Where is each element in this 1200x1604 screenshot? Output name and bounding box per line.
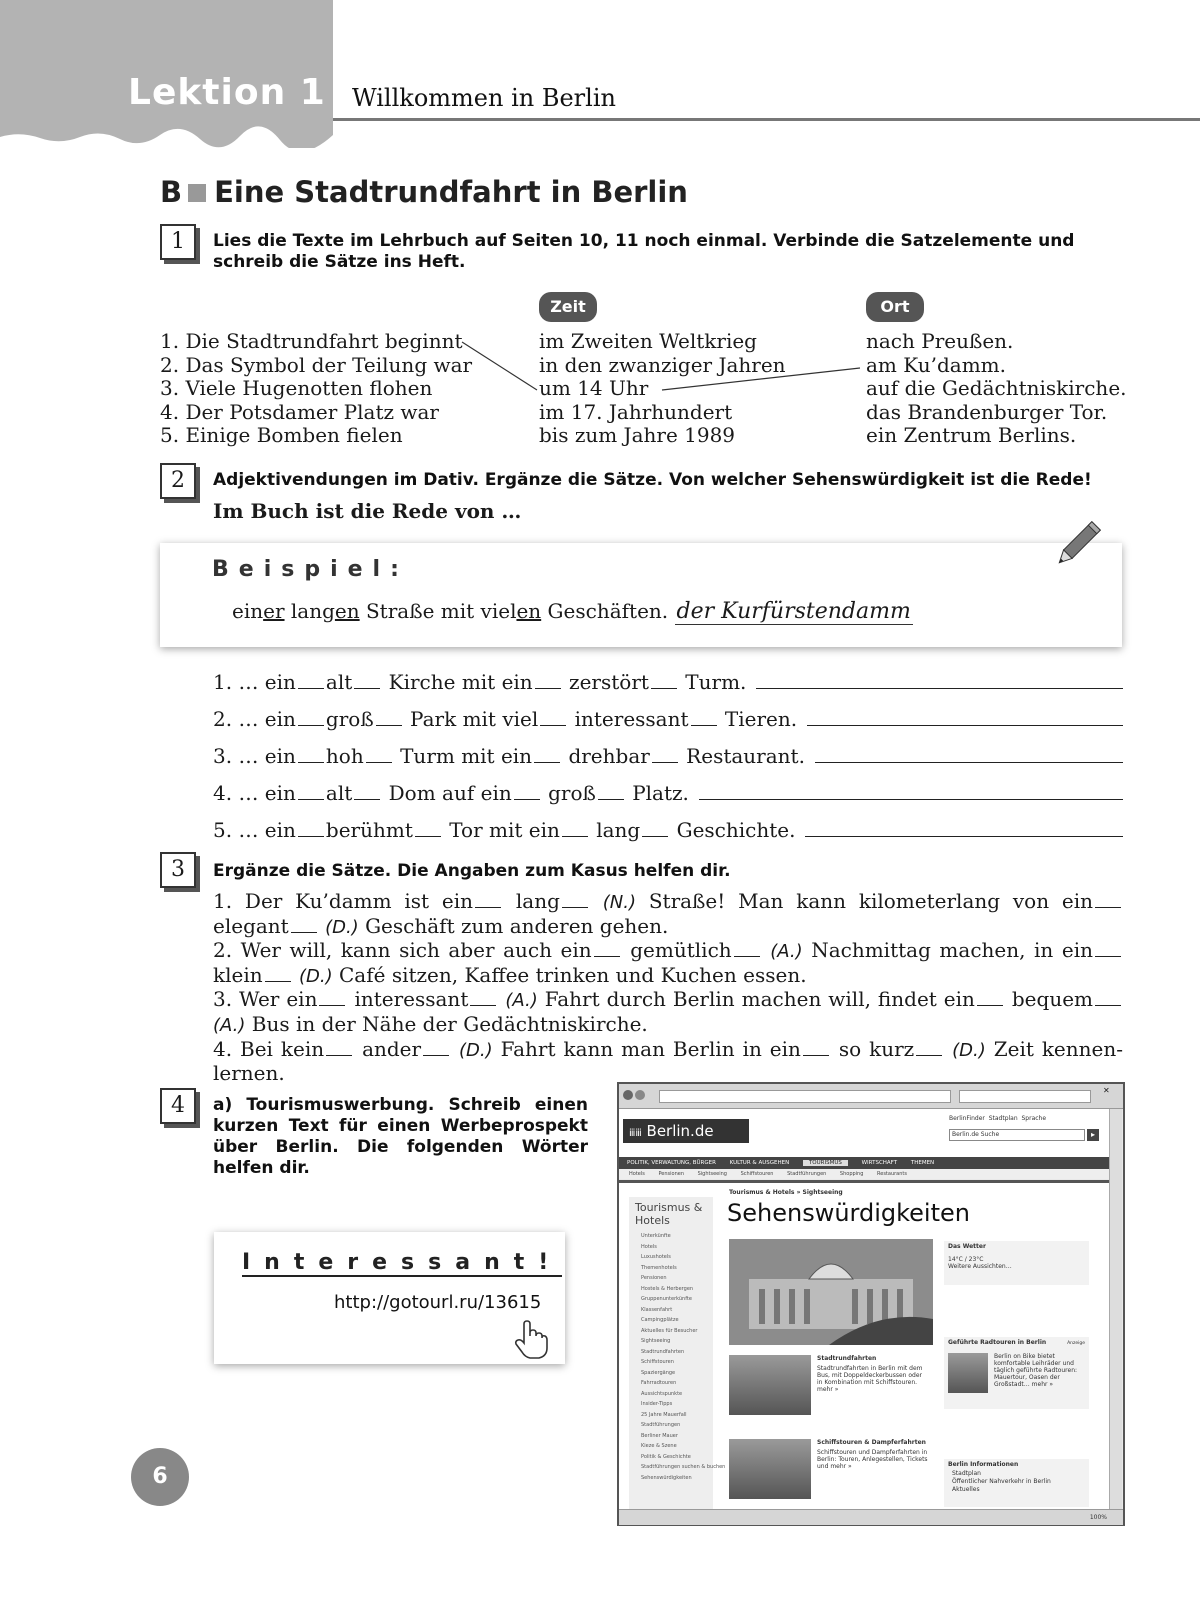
info-item[interactable]: Aktuelles	[952, 1486, 980, 1493]
gap[interactable]	[652, 762, 678, 763]
item-text: Turm mit ein	[400, 744, 533, 768]
task2-item	[213, 781, 1123, 818]
task3-line	[213, 939, 1123, 964]
browser-search-box[interactable]	[959, 1090, 1091, 1103]
example-box	[160, 543, 1122, 647]
text: Geschäft zum anderen gehen.	[365, 913, 669, 938]
item-text: alt	[325, 670, 353, 694]
side-menu-item[interactable]: Schiffstouren	[641, 1359, 674, 1365]
item-text: groß	[325, 707, 374, 731]
answer-line[interactable]	[699, 781, 1123, 800]
gap[interactable]	[319, 1005, 345, 1006]
info-item[interactable]: Stadtplan	[952, 1470, 981, 1477]
task3-line	[213, 964, 1123, 989]
task2-items	[213, 670, 1123, 855]
side-menu-item[interactable]: Aussichtspunkte	[641, 1390, 683, 1397]
site-header	[619, 1109, 1109, 1157]
gap[interactable]	[298, 799, 324, 800]
gap[interactable]	[265, 981, 291, 982]
text: so kurz	[838, 1036, 915, 1061]
item-text: Platz.	[632, 781, 689, 805]
side-menu-item[interactable]: Campingplätze	[641, 1317, 679, 1323]
lesson-title: Willkommen in Berlin	[352, 84, 616, 112]
side-menu-item[interactable]: Aktuelles für Besucher	[641, 1327, 698, 1334]
list-item: 5. Einige Bomben fielen	[160, 423, 403, 448]
text: Nachmittag machen, in ein	[811, 938, 1093, 963]
card1-title[interactable]: Stadtrundfahrten	[817, 1355, 877, 1362]
text: klein	[213, 962, 263, 987]
answer-line[interactable]	[756, 670, 1123, 689]
item-text: 3. … ein	[213, 744, 296, 768]
list-item: um 14 Uhr	[539, 376, 649, 401]
search-go-icon[interactable]: ▸	[1087, 1129, 1099, 1141]
case-hint: (N.)	[602, 892, 636, 913]
gap[interactable]	[535, 688, 561, 689]
text: Bus in der Nähe der Gedächtniskirche.	[251, 1011, 648, 1036]
gap[interactable]	[298, 688, 324, 689]
item-text: 5. … ein	[213, 818, 296, 842]
gap[interactable]	[298, 725, 324, 726]
side-menu-item[interactable]: Insider-Tipps	[641, 1401, 673, 1407]
item-text: alt	[325, 781, 353, 805]
top-link[interactable]: BerlinFinder	[949, 1115, 985, 1122]
example-word: viel	[480, 599, 517, 623]
item-text: Park mit viel	[410, 707, 539, 731]
list-item: 4. Der Potsdamer Platz war	[160, 399, 439, 424]
lesson-label: Lektion 1	[128, 72, 326, 113]
side-menu-item[interactable]: Sightseeing	[641, 1338, 671, 1344]
gap[interactable]	[470, 1005, 496, 1006]
weather-more[interactable]: Weitere Aussichten…	[948, 1263, 1012, 1270]
task1-number: 1	[160, 224, 196, 260]
gap[interactable]	[540, 725, 566, 726]
forward-icon[interactable]	[635, 1090, 645, 1100]
address-bar[interactable]	[659, 1090, 951, 1103]
list-item: nach Preußen.	[866, 329, 1014, 353]
gap[interactable]	[534, 762, 560, 763]
side-menu-item[interactable]: Luxushotels	[641, 1254, 671, 1260]
side-menu-item[interactable]: Fahrradtouren	[641, 1380, 677, 1386]
item-text: 2. … ein	[213, 707, 296, 731]
card1-image	[729, 1355, 811, 1415]
task1-instruction: Lies die Texte im Lehrbuch auf Seiten 10, 11 noch einmal. Verbinde die Satzelemente und schreib die Sätze ins Heft.	[213, 231, 1075, 272]
gap[interactable]	[691, 725, 717, 726]
text: 4. Bei kein	[213, 1036, 325, 1061]
example-word: lang	[290, 599, 335, 623]
item-text: Kirche mit ein	[388, 670, 533, 694]
top-link[interactable]: Sprache	[1021, 1115, 1047, 1122]
side-menu-item[interactable]: Kieze & Szene	[641, 1443, 677, 1449]
task3-line	[213, 1038, 1123, 1063]
case-hint: (D.)	[459, 1039, 493, 1061]
example-word: ein	[232, 599, 264, 623]
connecting-lines	[0, 0, 1200, 450]
text: Straße! Man kann kilometerlang von ein	[648, 889, 1094, 913]
task4-number: 4	[160, 1088, 196, 1124]
card2-image	[729, 1439, 811, 1499]
task4-instruction: a) Tourismuswerbung. Schreib einen kurzen Text für einen Werbeprospekt über Berlin. Die folgenden Wörter helfen dir.	[213, 1095, 588, 1178]
weather-value: 14°C / 23°C	[948, 1256, 984, 1263]
weather-title: Das Wetter	[948, 1243, 986, 1250]
answer-line[interactable]	[807, 707, 1123, 726]
bike-text: Berlin on Bike bietet komfortable Leihräder und täglich geführte Radtouren: Mauertour, Oasen der Großstadt… mehr »	[994, 1353, 1078, 1388]
gap[interactable]	[354, 799, 380, 800]
page-number: 6	[131, 1448, 189, 1506]
bike-widget	[944, 1337, 1089, 1409]
item-text: 4. … ein	[213, 781, 296, 805]
section-title-text: Eine Stadtrundfahrt in Berlin	[214, 175, 688, 209]
gap[interactable]	[514, 799, 540, 800]
top-link[interactable]: Stadtplan	[988, 1115, 1018, 1122]
site-content	[619, 1183, 1109, 1509]
case-hint: (A.)	[505, 990, 538, 1012]
gap[interactable]	[562, 836, 588, 837]
side-menu-item[interactable]: Stadtführungen	[641, 1422, 681, 1428]
main-nav	[619, 1157, 1109, 1169]
sub-nav	[619, 1169, 1109, 1179]
text: 3. Wer ein	[213, 987, 318, 1012]
task2-item	[213, 707, 1123, 744]
item-text: zerstört	[569, 670, 649, 694]
list-item: bis zum Jahre 1989	[539, 423, 736, 448]
text: ander	[362, 1036, 422, 1061]
gap[interactable]	[594, 956, 620, 957]
hand-pointer-icon	[514, 1320, 548, 1360]
side-menu-item[interactable]: Sehenswürdigkeiten	[641, 1474, 692, 1481]
info-widget	[944, 1459, 1089, 1507]
subnav-item[interactable]: Hotels	[629, 1171, 645, 1177]
item-text: drehbar	[568, 744, 650, 768]
side-menu-item[interactable]: Gruppenunterkünfte	[641, 1296, 692, 1302]
nav-item[interactable]: POLITIK, VERWALTUNG, BÜRGER	[627, 1160, 716, 1166]
list-item: auf die Gedächtniskirche.	[866, 376, 1127, 401]
task3-instruction: Ergänze die Sätze. Die Angaben zum Kasus helfen dir.	[213, 861, 731, 881]
gap[interactable]	[291, 932, 317, 933]
item-text: interessant	[574, 707, 689, 731]
answer-line[interactable]	[805, 818, 1123, 837]
subnav-item[interactable]: Pensionen	[658, 1171, 685, 1177]
gap[interactable]	[651, 688, 677, 689]
text: lang	[515, 889, 560, 913]
gap[interactable]	[415, 836, 441, 837]
text: lernen.	[213, 1061, 285, 1086]
task3-line	[213, 988, 1123, 1013]
zoom-level[interactable]: 100%	[1089, 1514, 1107, 1521]
info-title: Berlin Informationen	[948, 1461, 1019, 1468]
gap[interactable]	[1095, 907, 1121, 908]
task2-item	[213, 818, 1123, 855]
text: Fahrt kann man Berlin in ein	[500, 1036, 801, 1061]
list-item: im Zweiten Weltkrieg	[539, 329, 757, 353]
interessant-box	[214, 1232, 565, 1364]
gap[interactable]	[1095, 1005, 1121, 1006]
reichstag-image	[729, 1239, 933, 1345]
subnav-item[interactable]: Stadtführungen	[787, 1171, 827, 1177]
list-item: 2. Das Symbol der Teilung war	[160, 352, 473, 377]
nav-item-active[interactable]: TOURISMUS	[803, 1160, 848, 1166]
text: 2. Wer will, kann sich aber auch ein	[213, 938, 592, 963]
info-item[interactable]: Öffentlicher Nahverkehr in Berlin	[952, 1478, 1051, 1485]
item-text: 1. … ein	[213, 670, 296, 694]
side-menu-item[interactable]: 25 Jahre Mauerfall	[641, 1411, 687, 1418]
subnav-item[interactable]: Schiffstouren	[740, 1171, 774, 1177]
item-text: Tieren.	[724, 707, 798, 731]
card2-text: Schiffstouren und Dampferfahrten in Berlin: Touren, Anlegestellen, Tickets und mehr »	[817, 1449, 928, 1470]
side-menu-item[interactable]: Berliner Mauer	[641, 1432, 678, 1439]
site-search-input[interactable]: Berlin.de Suche	[949, 1129, 1085, 1141]
back-icon[interactable]	[623, 1090, 633, 1100]
gap[interactable]	[1095, 956, 1121, 957]
gap[interactable]	[734, 956, 760, 957]
side-list	[629, 1231, 726, 1483]
interessant-label: Interessant!	[242, 1250, 563, 1275]
task2-item	[213, 670, 1123, 707]
list-item: ein Zentrum Berlins.	[866, 423, 1077, 448]
card1-text: Stadtrundfahrten in Berlin mit dem Bus, mit Doppeldeckerbussen oder in Kombination mit Schiffstouren. mehr »	[817, 1365, 923, 1393]
case-hint: (D.)	[952, 1039, 986, 1061]
side-title: Tourismus & Hotels	[635, 1201, 703, 1227]
breadcrumb: Tourismus & Hotels » Sightseeing	[729, 1189, 843, 1196]
weather-widget	[944, 1241, 1089, 1285]
text: Café sitzen, Kaffee trinken und Kuchen essen.	[339, 962, 807, 987]
side-menu-item[interactable]: Pensionen	[641, 1275, 667, 1281]
side-menu-item[interactable]: Klassenfahrt	[641, 1306, 673, 1313]
subnav-item[interactable]: Shopping	[839, 1171, 864, 1177]
pill-ort: Ort	[866, 292, 924, 322]
example-answer: der Kurfürstendamm	[676, 599, 911, 624]
task3-text	[213, 890, 1123, 1086]
subnav-item[interactable]: Restaurants	[877, 1171, 907, 1177]
gap[interactable]	[366, 762, 392, 763]
text: elegant	[213, 913, 289, 938]
side-menu	[629, 1197, 726, 1511]
item-text: lang	[596, 818, 641, 842]
example-ending: en	[334, 599, 360, 623]
subnav-item[interactable]: Sightseeing	[697, 1171, 727, 1177]
example-ending: en	[516, 599, 542, 623]
side-menu-item[interactable]: Themenhotels	[641, 1264, 677, 1271]
nav-item[interactable]: KULTUR & AUSGEHEN	[729, 1160, 790, 1166]
card2-title[interactable]: Schiffstouren & Dampferfahrten	[817, 1439, 926, 1446]
side-menu-item[interactable]: Stadtrundfahrten	[641, 1348, 685, 1355]
pencil-icon	[1052, 518, 1102, 572]
list-item: im 17. Jahrhundert	[539, 399, 733, 424]
task3-line	[213, 890, 1123, 915]
interessant-link[interactable]: http://gotourl.ru/13615	[334, 1292, 542, 1313]
case-hint: (A.)	[213, 1014, 246, 1036]
item-text: Dom auf ein	[388, 781, 512, 805]
gap[interactable]	[423, 1055, 449, 1056]
nav-item[interactable]: WIRTSCHAFT	[861, 1160, 898, 1166]
example-sentence	[232, 599, 913, 624]
task2-subline: Im Buch ist die Rede von …	[213, 499, 522, 523]
gap[interactable]	[298, 762, 324, 763]
text: interessant	[354, 987, 469, 1012]
side-menu-item[interactable]: Hostels & Herbergen	[641, 1285, 694, 1292]
list-item: in den zwanziger Jahren	[539, 352, 786, 377]
text: 1. Der Ku’damm ist ein	[213, 889, 474, 913]
item-text: Turm.	[685, 670, 747, 694]
gap[interactable]	[475, 907, 501, 908]
bike-ad: Anzeige	[1067, 1341, 1085, 1346]
browser-screenshot	[617, 1082, 1125, 1526]
case-hint: (D.)	[325, 916, 359, 938]
list-item: 1. Die Stadtrundfahrt beginnt	[160, 329, 463, 353]
gap[interactable]	[326, 1055, 352, 1056]
bike-title: Geführte Radtouren in Berlin	[948, 1339, 1047, 1346]
item-text: Tor mit ein	[449, 818, 560, 842]
example-label: Beispiel:	[212, 557, 409, 582]
gap[interactable]	[803, 1055, 829, 1056]
item-text: Geschichte.	[676, 818, 796, 842]
task2-number: 2	[160, 463, 196, 499]
example-word: Straße mit	[365, 599, 475, 623]
task3-number: 3	[160, 852, 196, 888]
example-ending: er	[263, 599, 285, 623]
scrollbar[interactable]	[1109, 1109, 1122, 1509]
item-text: groß	[548, 781, 596, 805]
top-links	[949, 1115, 1046, 1122]
nav-item[interactable]: THEMEN	[910, 1160, 935, 1166]
side-menu-item[interactable]: Spaziergänge	[641, 1369, 676, 1376]
item-text: Restaurant.	[686, 744, 805, 768]
list-item: am Ku’damm.	[866, 352, 1006, 377]
side-menu-item[interactable]: Hotels	[641, 1243, 657, 1250]
text: gemütlich	[630, 938, 732, 963]
task2-instruction: Adjektivendungen im Dativ. Ergänze die Sätze. Von welcher Sehenswürdigkeit ist die Rede!	[213, 470, 1092, 490]
site-logo-text: Berlin.de	[646, 1122, 714, 1140]
side-menu-item[interactable]: Unterkünfte	[641, 1233, 671, 1239]
task3-line	[213, 1013, 1123, 1038]
gap[interactable]	[298, 836, 324, 837]
side-menu-item[interactable]: Politik & Geschichte	[641, 1453, 691, 1460]
info-list	[944, 1470, 1089, 1494]
gap[interactable]	[642, 836, 668, 837]
list-item: das Brandenburger Tor.	[866, 399, 1108, 424]
case-hint: (A.)	[770, 941, 803, 963]
gap[interactable]	[354, 688, 380, 689]
list-item: 3. Viele Hugenotten flohen	[160, 376, 433, 401]
bike-image	[948, 1353, 988, 1393]
text: Zeit kennen-	[993, 1036, 1124, 1061]
item-text: hoh	[325, 744, 364, 768]
answer-line[interactable]	[815, 744, 1123, 763]
text: Fahrt durch Berlin machen will, findet ein	[544, 987, 975, 1012]
site-page-title: Sehenswürdigkeiten	[727, 1199, 970, 1227]
gap[interactable]	[376, 725, 402, 726]
status-bar	[619, 1509, 1123, 1525]
section-letter: B	[160, 175, 183, 209]
item-text: berühmt	[325, 818, 413, 842]
close-icon[interactable]: ✕	[1103, 1086, 1110, 1095]
side-menu-item[interactable]: Stadtführungen suchen & buchen	[641, 1464, 726, 1470]
task3-line	[213, 915, 1123, 940]
gap[interactable]	[977, 1005, 1003, 1006]
example-word: Geschäften.	[547, 599, 669, 623]
task2-item	[213, 744, 1123, 781]
site-logo[interactable]: ⅲⅲ Berlin.de	[623, 1119, 749, 1143]
browser-toolbar	[619, 1084, 1123, 1109]
pill-zeit: Zeit	[539, 292, 597, 322]
text: bequem	[1011, 987, 1093, 1012]
case-hint: (D.)	[299, 965, 333, 987]
gap[interactable]	[562, 907, 588, 908]
gap[interactable]	[598, 799, 624, 800]
gap[interactable]	[916, 1055, 942, 1056]
